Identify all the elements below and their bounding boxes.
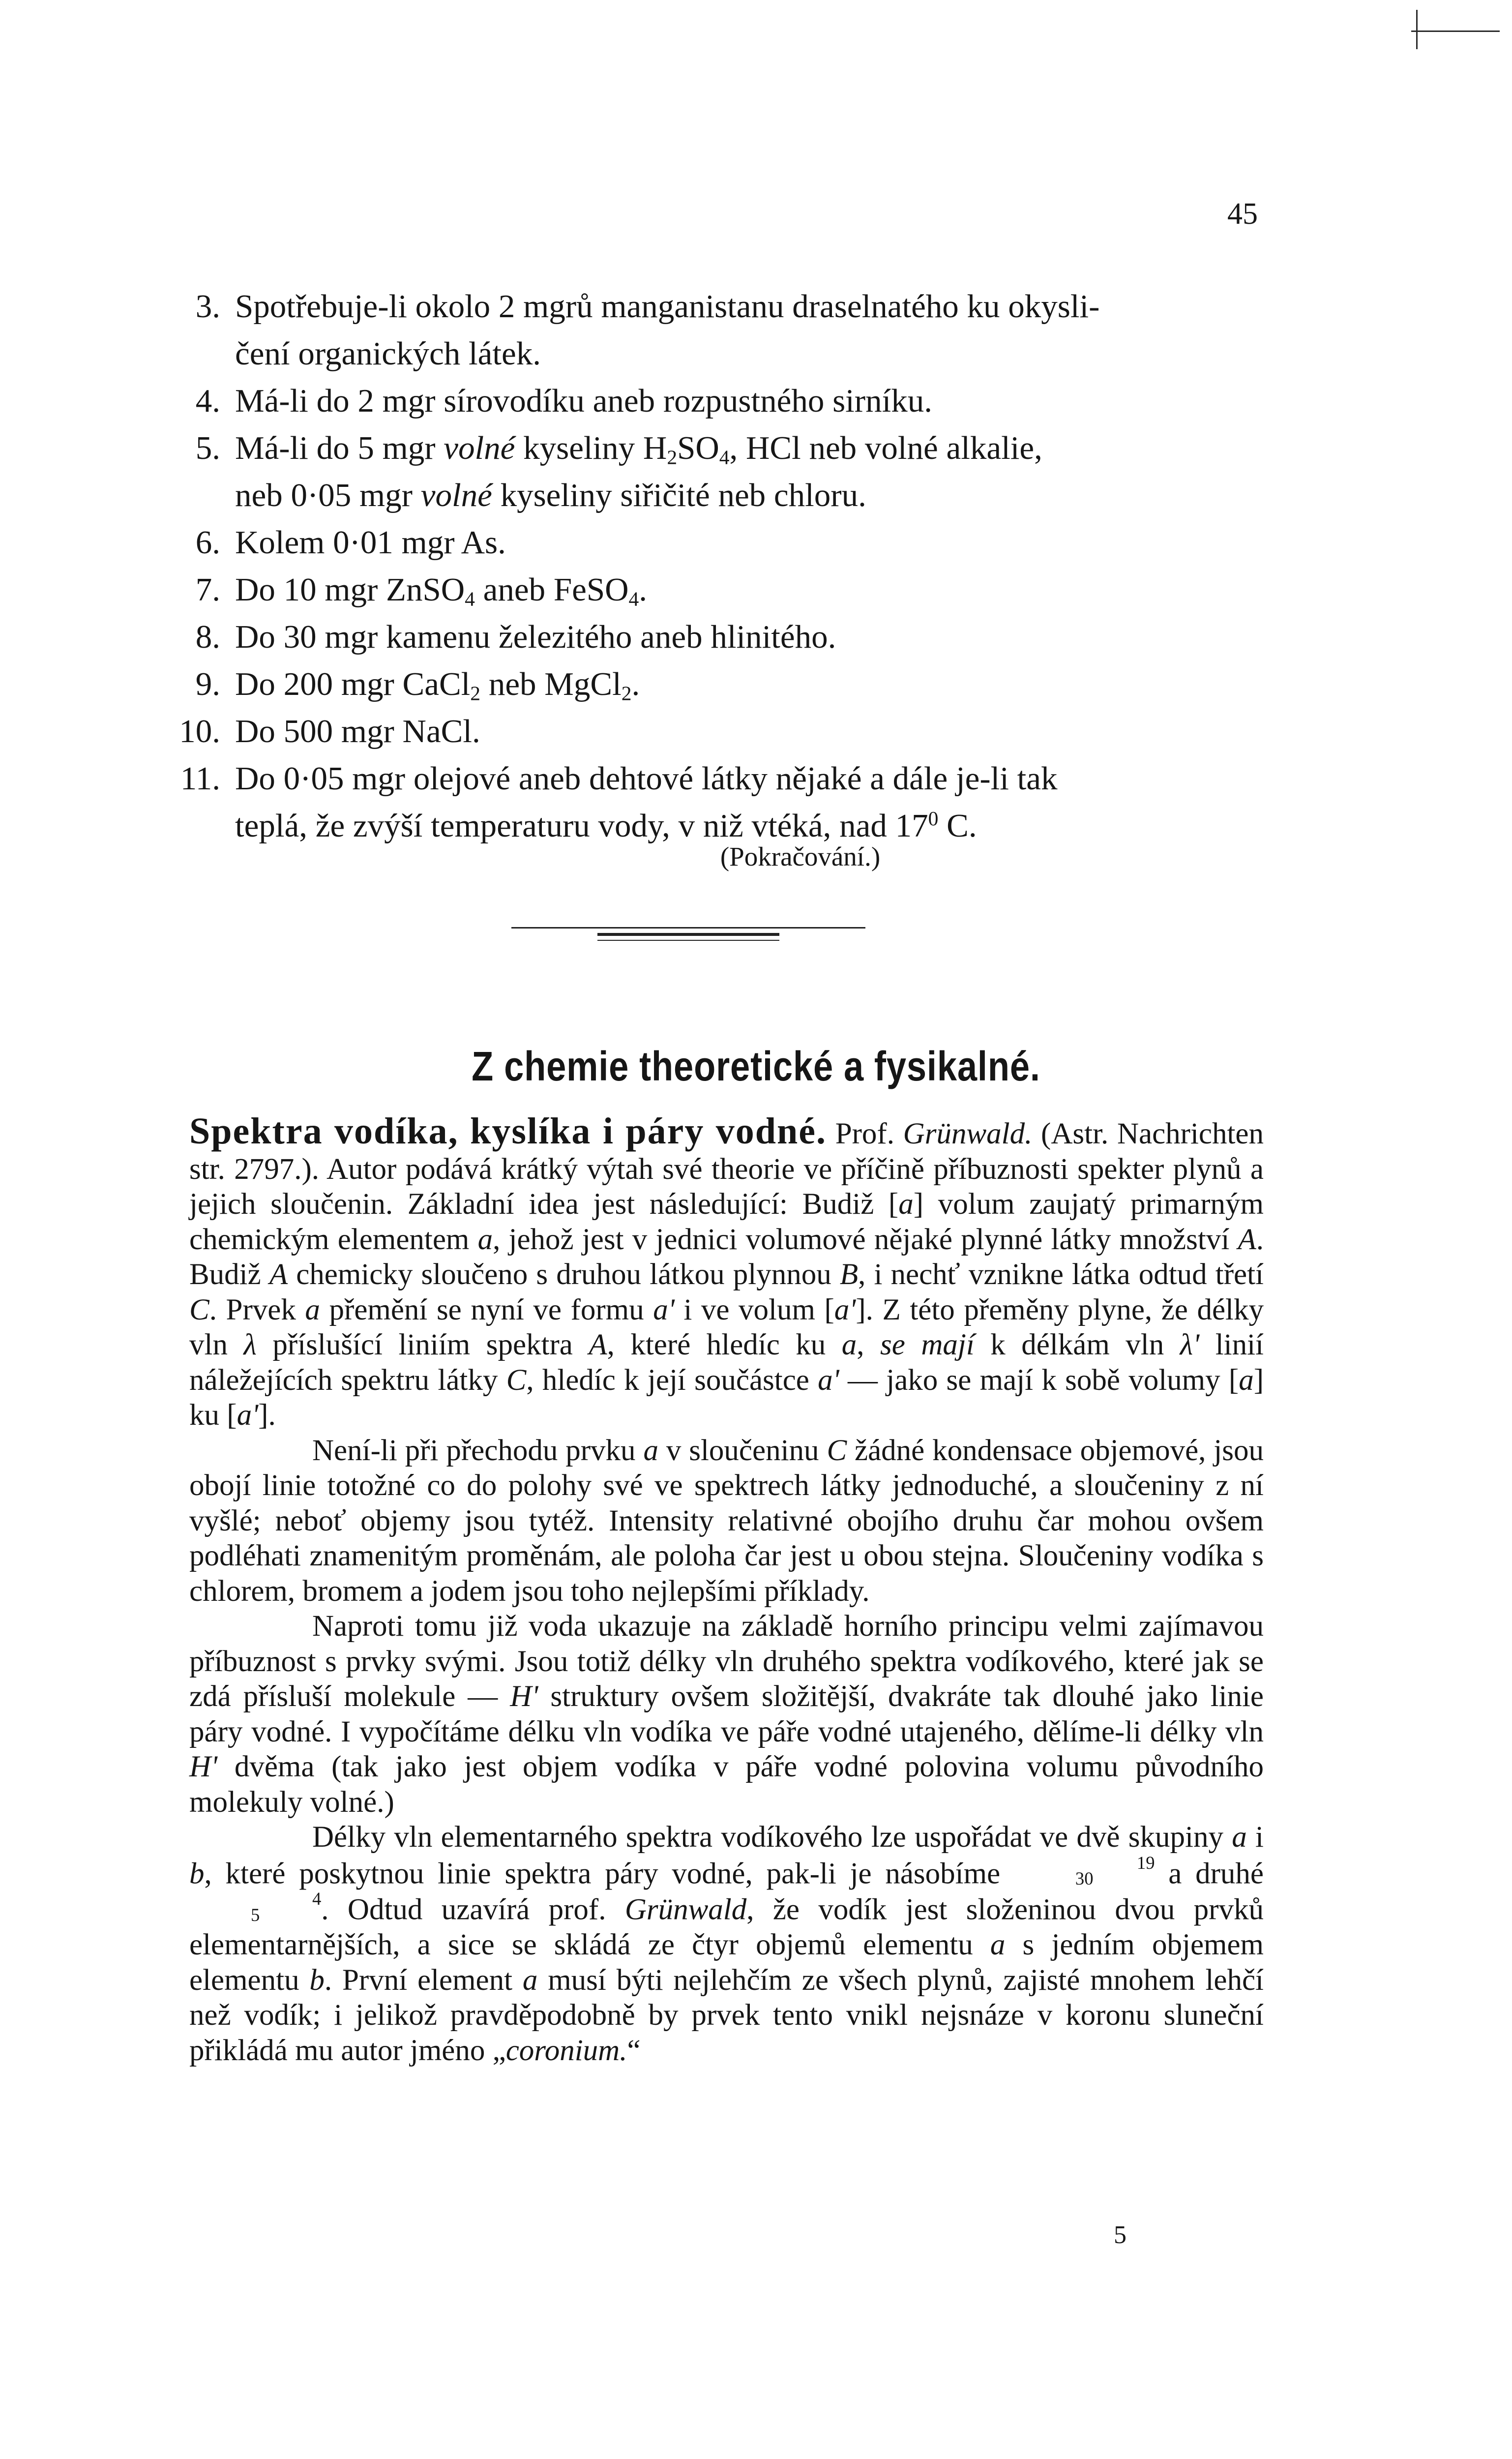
author-name: Grünwald. [903,1117,1033,1150]
list-item-number: 6. [195,524,220,561]
list-item-text: Má-li do 5 mgr volné kyseliny $H_2SO_4$, HCl neb volné alkalie, [235,430,1042,469]
list-item-text: Má-li do 2 mgr sírovodíku aneb rozpustného sirníku. [235,383,932,419]
article-paragraph: Spektra vodíka, kyslíka i páry vodné. Prof. Grünwald. (Astr. Nachrichten str. 2797.). Autor podává krátký výtah své theorie ve příčině příbuznosti spekter plynů a jejich sloučenin. Základní idea jest následující: Budiž [a] volum zaujatý primarným chemickým elementem a, jehož jest v jednici volumové nějaké plynné látky množství A. Budiž A chemicky sloučeno s druhou látkou plynnou B, i nechť vznikne látka odtud třetí C. Prvek a přemění se nyní ve formu a' i ve volum [a']. Z této přeměny plyne, že délky vln λ příslušící liniím spektra A, které hledíc ku a, se mají k délkám vln λ' linií náležejících spektru látky C, hledíc k její součástce a' — jako se mají k sobě volumy [a] ku [a']. [189,1110,1264,1432]
list-item-number: 4. [195,383,220,419]
fraction: 19 30 [1075,1852,1155,1889]
divider-rule [597,940,779,941]
list-item-number: 9. [195,666,220,702]
list-item-text: Do 200 mgr CaCl$_2$ neb MgCl$_2$. [235,666,640,705]
article-title: Spektra vodíka, kyslíka i páry vodné. [189,1110,827,1152]
list-item [162,424,1269,472]
list-item-text: Do 500 mgr NaCl. [235,713,480,750]
list-item-number: 10. [179,713,220,750]
list-item-continuation: neb 0·05 mgr volné kyseliny siřičité neb chloru. [235,477,866,513]
divider-rule [597,933,779,936]
scan-edge-mark [1416,10,1418,49]
list-item [162,660,1269,708]
fraction: 4 5 [251,1889,322,1925]
page-number: 45 [1227,197,1258,231]
list-item-number: 5. [195,430,220,466]
list-item-number: 11. [180,760,220,797]
list-item-number: 7. [195,571,220,608]
list-item [162,708,1269,755]
requirements-list [162,283,1269,849]
scan-edge-mark [1411,30,1500,32]
list-item [162,519,1269,566]
section-heading: Z chemie theoretické a fysikalné. [472,1043,1040,1089]
list-item-continuation: čení organických látek. [235,335,541,372]
list-item-number: 3. [195,288,220,325]
list-item-continuation: teplá, že zvýší temperaturu vody, v niž vtéká, nad $17^0$ C. [235,807,977,844]
list-item-text: Kolem 0·01 mgr As. [235,524,506,561]
article-paragraph: Délky vln elementarného spektra vodíkového lze uspořádat ve dvě skupiny a i b, které poskytnou linie spektra páry vodné, pak-li je násobíme 19 30 a druhé 4 5 . Odtud uzavírá prof. Grünwald, že vodík jest složeninou dvou prvků elementarnějších, a sice se skládá ze čtyr objemů elementu a s jedním objemem elementu b. První element a musí býti nejlehčím ze všech plynů, zajisté mnohem lehčí než vodík; i jelikož pravděpodobně by prvek tento vnikl nejsnáze v koronu sluneční přikládá mu autor jméno „coronium.“ [189,1821,1264,2067]
list-item-text: Spotřebuje-li okolo 2 mgrů manganistanu draselnatého ku okysli- [235,288,1100,325]
list-item [162,755,1269,802]
article-body [189,1110,1264,2068]
divider-rule [511,927,865,929]
list-item [162,283,1269,330]
list-item [162,566,1269,613]
author-name: Grünwald [624,1893,747,1926]
list-item [162,377,1269,424]
continuation-note: (Pokračování.) [720,841,881,871]
article-paragraph: Není-li při přechodu prvku a v sloučeninu C žádné kondensace objemové, jsou obojí linie totožné co do polohy své ve spektrech látky jednoduché, a sloučeniny z ní vyšlé; neboť objemy jsou tytéž. Intensity relativné obojího druhu čar mohou ovšem podléhati znamenitým proměnám, ale poloha čar jest u obou stejna. Sloučeniny vodíka s chlorem, bromem a jodem jsou toho nejlepšími příklady. [189,1434,1264,1608]
list-item-text: Do 30 mgr kamenu železitého aneb hlinitého. [235,619,836,655]
signature-mark: 5 [1114,2221,1127,2249]
list-item-text: Do 0·05 mgr olejové aneb dehtové látky nějaké a dále je-li tak [235,760,1058,797]
list-item [162,613,1269,660]
list-item-number: 8. [195,619,220,655]
list-item-text: Do 10 mgr ZnSO$_4$ aneb FeSO$_4$. [235,571,648,610]
article-paragraph: Naproti tomu již voda ukazuje na základě horního principu velmi zajímavou příbuznost s prvky svými. Jsou totiž délky vln druhého spektra vodíkového, které jak se zdá přísluší molekule — H' struktury ovšem složitější, dvakráte tak dlouhé jako linie páry vodné. I vypočítáme délku vln vodíka ve páře vodné utajeného, dělíme-li délky vln H' dvěma (tak jako jest objem vodíka v páře vodné polovina volumu původního molekuly volné.) [189,1610,1264,1819]
